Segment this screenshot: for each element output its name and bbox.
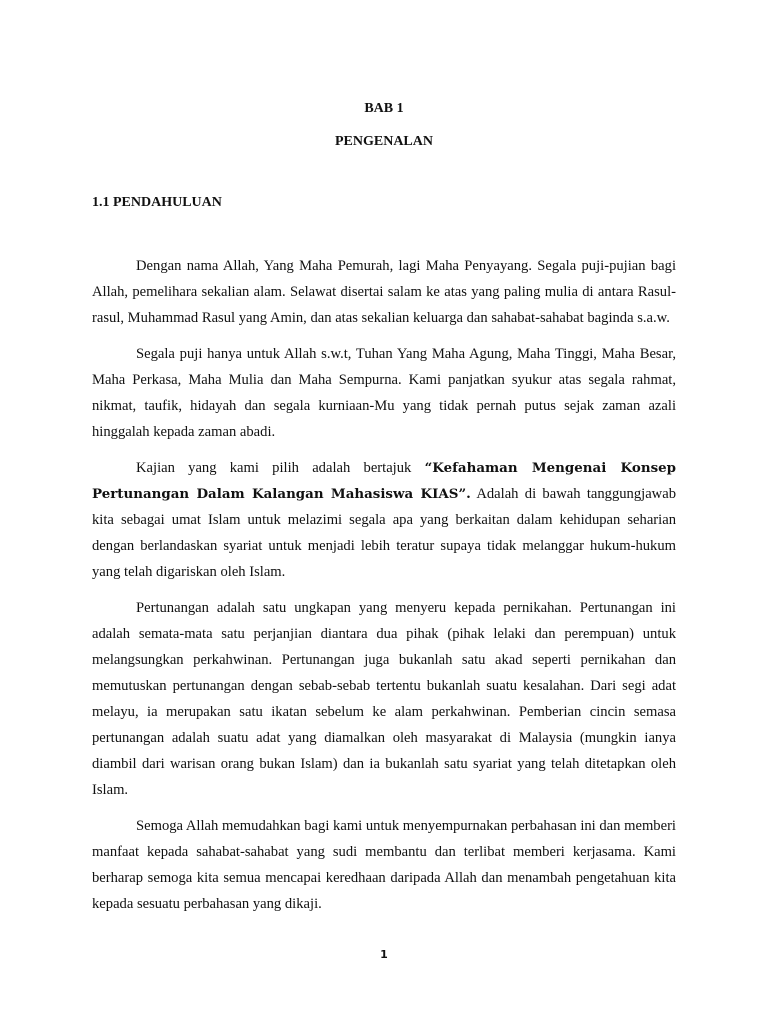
paragraph-engagement: Pertunangan adalah satu ungkapan yang menyeru kepada pernikahan. Pertunangan ini adalah semata-mata satu perjanjian diantara dua pihak (pihak lelaki dan perempuan) untuk melangsungkan perkahwinan. Pertunangan juga bukanlah satu akad seperti pernikahan dan memutuskan pertunangan dengan sebab-sebab tertentu bukanlah suatu kesalahan. Dari segi adat melayu, ia merupakan satu ikatan sebelum ke alam perkahwinan. Pemberian cincin semasa pertunangan adalah suatu adat yang diamalkan oleh masyarakat di Malaysia (mungkin ianya diambil dari warisan orang bukan Islam) dan ia bukanlah satu syariat yang telah ditetapkan oleh Islam. [92, 600, 676, 798]
study-intro-text: Kajian yang kami pilih adalah bertajuk [136, 460, 425, 476]
body-text [92, 253, 676, 927]
paragraph-praise: Segala puji hanya untuk Allah s.w.t, Tuhan Yang Maha Agung, Maha Tinggi, Maha Besar, Maha Perkasa, Maha Mulia dan Maha Sempurna. Kami panjatkan syukur atas segala rahmat, nikmat, taufik, hidayah dan segala kurniaan-Mu yang tidak pernah putus sejak zaman azali hinggalah kepada zaman abadi. [92, 346, 676, 440]
page-number: 1 [380, 948, 388, 961]
study-rest-text: Adalah di bawah tanggungjawab kita sebagai umat Islam untuk melazimi segala apa yang berkaitan dalam kehidupan seharian dengan berlandaskan syariat untuk menjadi lebih teratur supaya tidak melanggar hukum-hukum yang telah digariskan oleh Islam. [92, 486, 676, 580]
chapter-number: BAB 1 [364, 101, 404, 116]
paragraph-opening: Dengan nama Allah, Yang Maha Pemurah, lagi Maha Penyayang. Segala puji-pujian bagi Allah, pemelihara sekalian alam. Selawat disertai salam ke atas yang paling mulia di antara Rasul-rasul, Muhammad Rasul yang Amin, dan atas sekalian keluarga dan sahabat-sahabat baginda s.a.w. [92, 258, 676, 326]
paragraph-closing: Semoga Allah memudahkan bagi kami untuk menyempurnakan perbahasan ini dan memberi manfaat kepada sahabat-sahabat yang sudi membantu dan terlibat memberi kerjasama. Kami berharap semoga kita semua mencapai keredhaan daripada Allah dan menambah pengetahuan kita kepada sesuatu perbahasan yang dikaji. [92, 818, 676, 912]
study-title-bold: “Kefahaman Mengenai Konsep Pertunangan Dalam Kalangan Mahasiswa KIAS”. [92, 460, 676, 502]
chapter-title: PENGENALAN [334, 134, 433, 149]
section-heading: 1.1 PENDAHULUAN [92, 195, 222, 210]
paragraph-study-title [92, 455, 676, 585]
